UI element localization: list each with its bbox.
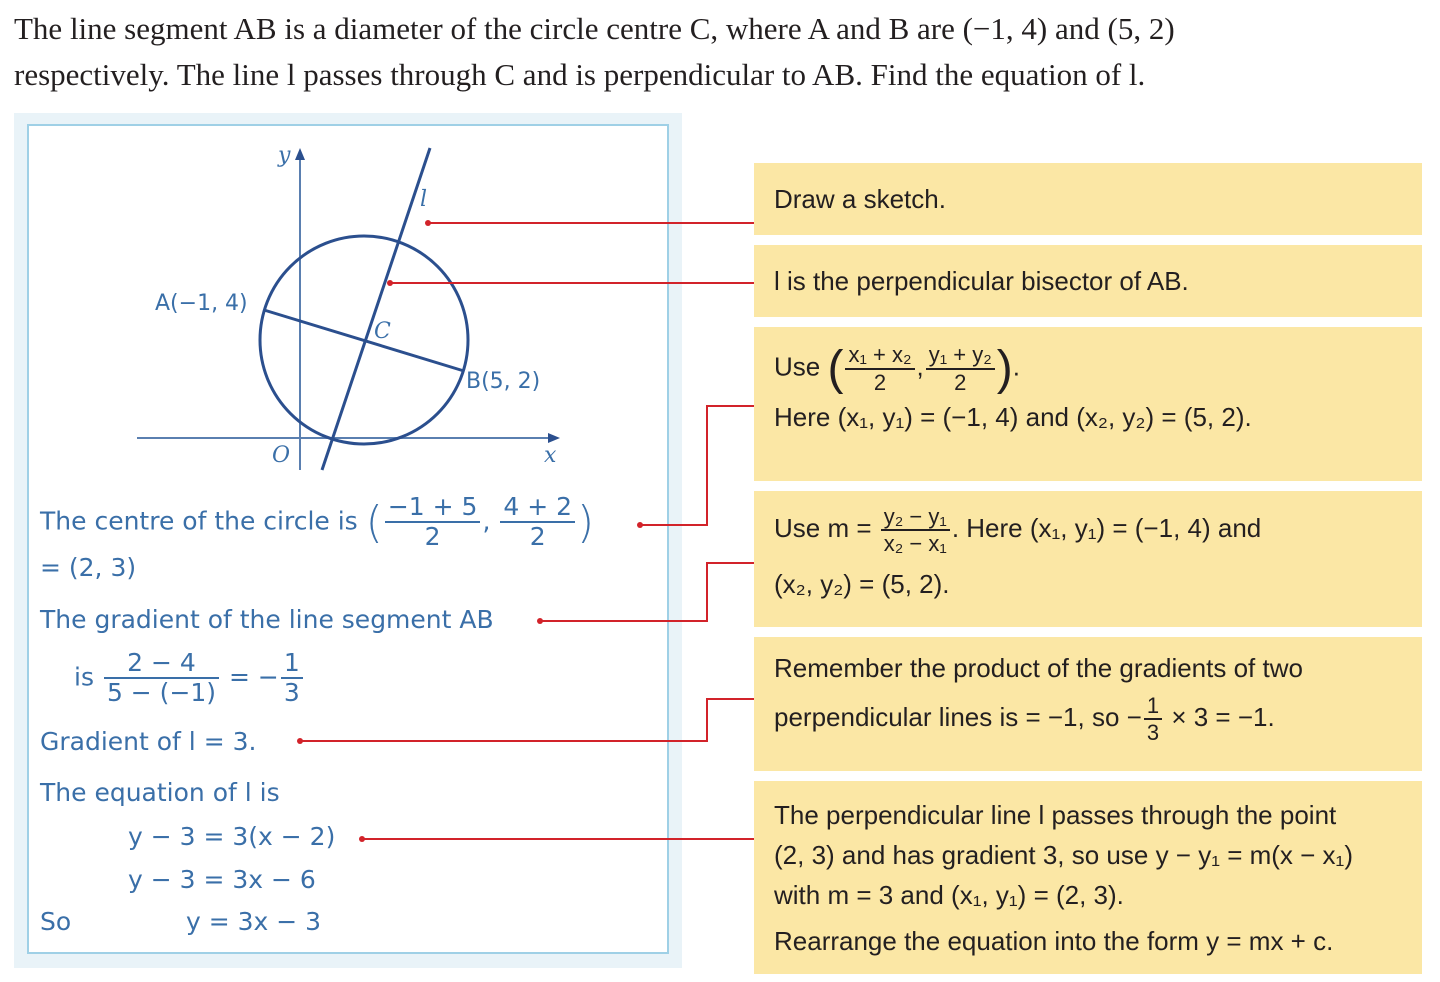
connector-dot-product xyxy=(297,738,303,744)
gradient-fraction: $\frac{2 - 4}{5 - (-1)}$ xyxy=(104,650,219,707)
y-axis-label: y xyxy=(278,143,291,168)
connector-dot-sketch xyxy=(425,220,431,226)
centre-result: = (2, 3) xyxy=(40,553,137,582)
gradient-l: Gradient of l = 3. xyxy=(40,727,257,756)
point-a-label: A(−1, 4) xyxy=(155,291,248,316)
equation-line-1: y − 3 = 3(x − 2) xyxy=(128,822,336,851)
gradient-intro: The gradient of the line segment AB xyxy=(40,605,494,634)
midpoint-fraction-y: $\frac{\text{y₁ + y₂}}{2}$ xyxy=(926,343,995,393)
question-line-2: respectively. The line l passes through C and is perpendicular to AB. Find the equation of l. xyxy=(14,57,1146,92)
product-fraction: $\frac{1}{3}$ xyxy=(1144,694,1162,744)
note-sketch: Draw a sketch. xyxy=(754,163,1422,235)
equation-intro: The equation of l is xyxy=(40,778,280,807)
connector-midpoint xyxy=(640,406,754,525)
origin-label: O xyxy=(272,443,291,468)
centre-prefix: The centre of the circle is xyxy=(40,506,358,536)
note-midpoint: Use ( $\frac{\text{x₁ + x₂}}{2}$ , $\frac{\text{y₁ + y₂}}{2}$ ). Here (x₁, y₁) = (−1, 4) and (x₂, y₂) = (5, 2). xyxy=(754,327,1422,481)
gradient-result-fraction: $\frac{1}{3}$ xyxy=(281,650,303,707)
gradient-formula-fraction: $\frac{\text{y₂ − y₁}}{\text{x₂ − x₁}}$ xyxy=(881,505,950,555)
connector-gradient-formula xyxy=(540,563,754,621)
gradient-working: is $\frac{2 - 4}{5 - (-1)}$ = − $\frac{1}{3}$ xyxy=(74,650,305,707)
note-perpendicular-bisector: l is the perpendicular bisector of AB. xyxy=(754,245,1422,317)
so-label: So xyxy=(40,907,72,936)
note-product-gradients: Remember the product of the gradients of two perpendicular lines is = −1, so − $\frac{1}{3}$ × 3 = −1. xyxy=(754,637,1422,771)
note-gradient-formula: Use m = $\frac{\text{y₂ − y₁}}{\text{x₂ − x₁}}$ . Here (x₁, y₁) = (−1, 4) and (x₂, y₂) = (5, 2). xyxy=(754,491,1422,627)
centre-label: C xyxy=(374,319,391,344)
point-b-label: B(5, 2) xyxy=(466,369,541,394)
note-point-gradient: The perpendicular line l passes through the point (2, 3) and has gradient 3, so use y − y₁ = m(x − x₁) with m = 3 and (x₁, y₁) = (2, 3). Rearrange the equation into the form y = mx + c. xyxy=(754,781,1422,974)
connector-dot-bisector xyxy=(387,280,393,286)
connector-dot-midpoint xyxy=(637,522,643,528)
connector-dot-equation xyxy=(359,836,365,842)
connector-dot-gradient xyxy=(537,618,543,624)
question-line-1: The line segment AB is a diameter of the circle centre C, where A and B are (−1, 4) and (5, 2) xyxy=(14,11,1175,46)
x-axis-label: x xyxy=(544,443,557,468)
centre-working: The centre of the circle is ( $\frac{-1 + 5}{2}$ , $\frac{4 + 2}{2}$ ) xyxy=(40,492,595,552)
equation-line-3: y = 3x − 3 xyxy=(186,907,322,936)
centre-fraction-x: $\frac{-1 + 5}{2}$ xyxy=(385,494,481,551)
centre-fraction-y: $\frac{4 + 2}{2}$ xyxy=(500,494,575,551)
line-l-label: l xyxy=(420,187,428,212)
midpoint-fraction-x: $\frac{\text{x₁ + x₂}}{2}$ xyxy=(845,343,914,393)
equation-line-2: y − 3 = 3x − 6 xyxy=(128,865,316,894)
connector-product xyxy=(300,699,754,741)
